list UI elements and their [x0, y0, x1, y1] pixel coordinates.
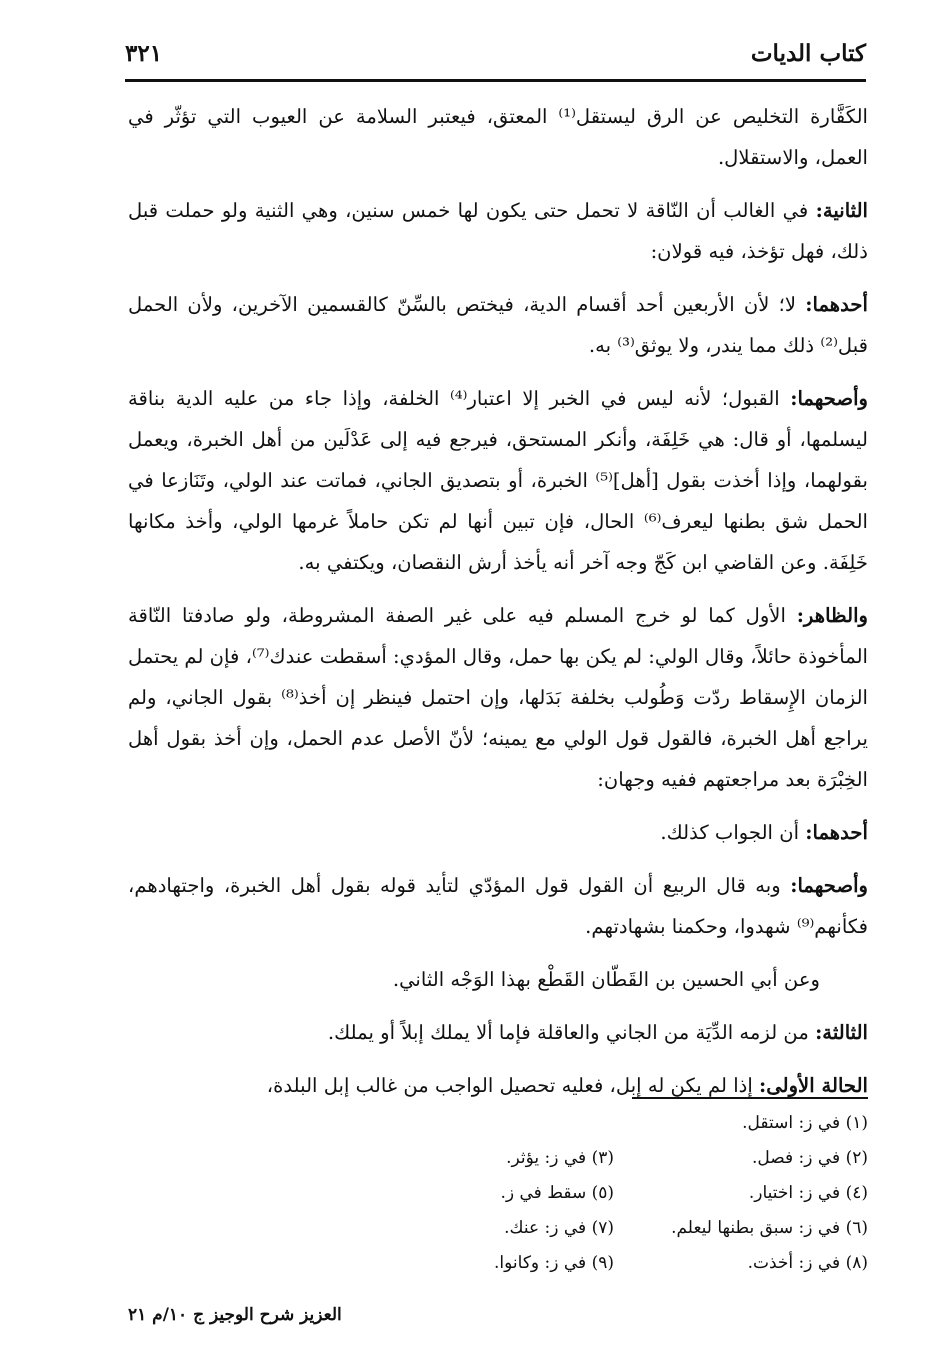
paragraph: الثالثة: من لزمه الدِّيَة من الجاني والعاقلة فإما ألا يملك إبلاً أو يملك.: [327, 1021, 868, 1044]
paragraph: الكَفَّارة التخليص عن الرق ليستقل⁽¹⁾ المعتق، فيعتبر السلامة عن العيوب التي تؤثّر في العمل، والاستقلال.: [128, 105, 868, 169]
paragraph: وعن أبي الحسين بن القَطّان القَطْع بهذا الوَجْه الثاني.: [392, 968, 820, 991]
paragraph-lead: الثانية:: [815, 199, 868, 222]
footnote: (٩) في ز: وكانوا.: [494, 1252, 614, 1273]
footnote-rule: [632, 1097, 868, 1099]
paragraph-lead: الحالة الأولى:: [759, 1074, 868, 1097]
footnote: (٥) سقط في ز.: [500, 1182, 614, 1203]
chapter-title: كتاب الديات: [750, 40, 866, 67]
footnote: (١) في ز: استقل.: [742, 1112, 868, 1133]
paragraph: الحالة الأولى: إذا لم يكن له إبل، فعليه تحصيل الواجب من غالب إبل البلدة،: [266, 1074, 868, 1097]
paragraph-lead: وأصحهما:: [790, 387, 868, 410]
paragraph: وأصحهما: وبه قال الربيع أن القول قول المؤدّي لتأيد قوله بقول أهل الخبرة، واجتهادهم، فكأنهم⁽⁹⁾ شهدوا، وحكمنا بشهادتهم.: [128, 874, 868, 938]
page-footer: العزيز شرح الوجيز ج ١٠/م ٢١: [128, 1305, 342, 1325]
paragraph: الثانية: في الغالب أن النّاقة لا تحمل حتى يكون لها خمس سنين، وهي الثنية ولو حملت قبل ذلك، فهل تؤخذ، فيه قولان:: [128, 199, 868, 263]
paragraph-lead: أحدهما:: [805, 821, 868, 844]
paragraph-lead: أحدهما:: [805, 293, 868, 316]
footnote: (٦) في ز: سبق بطنها ليعلم.: [671, 1217, 868, 1238]
paragraph: أحدهما: لا؛ لأن الأربعين أحد أقسام الدية، فيختص بالسِّنّ كالقسمين الآخرين، ولأن الحمل قبل⁽²⁾ ذلك مما يندر، ولا يوثق⁽³⁾ به.: [128, 293, 868, 357]
footnote: (٢) في ز: فصل.: [751, 1147, 868, 1168]
footnote-row: [360, 1140, 868, 1175]
paragraph: وأصحهما: القبول؛ لأنه ليس في الخبر إلا اعتبار⁽⁴⁾ الخلفة، وإذا جاء من عليه الدية بناقة ليسلمها، أو قال: هي خَلِفَة، وأنكر المستحق، فيرجع فيه إلى عَدْلَين من أهل الخبرة، ويعمل بقولهما، وإذا أخذت بقول [أهل]⁽⁵⁾ الخبرة، أو بتصديق الجاني، فماتت عند الولي، وتَنَازعا في الحمل شق بطنها ليعرف⁽⁶⁾ الحال، فإن تبين أنها لم تكن حاملاً غرمها الولي، وأخذ مكانها خَلِفَة. وعن القاضي ابن كَجّ وجه آخر أنه يأخذ أرش النقصان، ويكتفي به.: [128, 387, 868, 574]
footnote: (٤) في ز: اختيار.: [748, 1182, 868, 1203]
footnote: (٧) في ز: عنك.: [504, 1217, 614, 1238]
header-rule: [125, 79, 866, 82]
paragraph: والظاهر: الأول كما لو خرج المسلم فيه على غير الصفة المشروطة، ولو صادفتا النّاقة المأخوذة حائلاً، وقال الولي: لم يكن بها حمل، وقال المؤدي: أسقطت عندك⁽⁷⁾، فإن لم يحتمل الزمان الإِسقاط ردّت وَطُولب بخلفة بَدَلها، وإن احتمل فينظر إن أخذ⁽⁸⁾ بقول الجاني، ولم يراجع أهل الخبرة، فالقول قول الولي مع يمينه؛ لأنّ الأصل عدم الحمل، وإن أخذ بقول أهل الخِبْرَة بعد مراجعتهم ففيه وجهان:: [128, 604, 868, 791]
footnote-row: [360, 1105, 868, 1140]
page-number: ٣٢١: [125, 40, 163, 67]
footnote: (٨) في ز: أخذت.: [747, 1252, 868, 1273]
footnote-row: [360, 1175, 868, 1210]
paragraph-lead: وأصحهما:: [790, 874, 868, 897]
footnote-row: [360, 1245, 868, 1280]
footnote: (٣) في ز: يؤثر.: [506, 1147, 614, 1168]
paragraph-lead: الثالثة:: [815, 1021, 868, 1044]
paragraph: أحدهما: أن الجواب كذلك.: [660, 821, 868, 844]
page-header: [125, 36, 866, 76]
footnotes: [360, 1105, 868, 1280]
footnote-row: [360, 1210, 868, 1245]
paragraph-lead: والظاهر:: [796, 604, 868, 627]
body-text: [128, 96, 868, 1118]
